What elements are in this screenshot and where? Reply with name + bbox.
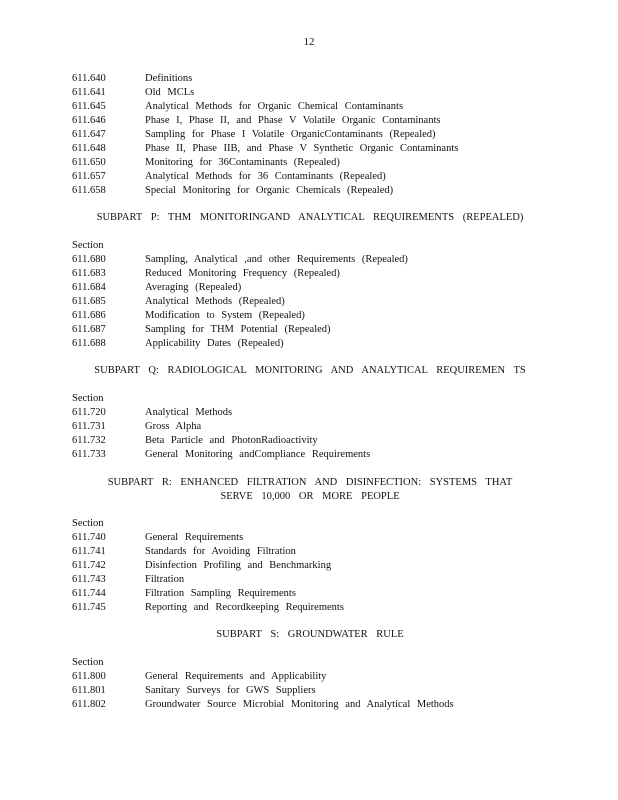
section-title: Phase II, Phase IIB, and Phase V Synthetic Organic Contaminants (145, 143, 459, 154)
section-title: Definitions (145, 73, 193, 84)
section-title: Reporting and Recordkeeping Requirements (145, 602, 344, 613)
section-number: 611.733 (72, 449, 106, 460)
section-number: 611.650 (72, 157, 106, 168)
section-number: 611.720 (72, 407, 106, 418)
section-title: Sampling for THM Potential (Repealed) (145, 324, 331, 335)
section-number: 611.741 (72, 546, 106, 557)
section-number: 611.801 (72, 685, 106, 696)
section-title: General Requirements (145, 532, 244, 543)
section-title: Monitoring for 36Contaminants (Repealed) (145, 157, 340, 168)
section-title: Analytical Methods (Repealed) (145, 296, 285, 307)
section-number: 611.688 (72, 338, 106, 349)
section-number: 611.800 (72, 671, 106, 682)
section-number: 611.647 (72, 129, 106, 140)
section-number: 611.740 (72, 532, 106, 543)
subpart-r-heading-line1: SUBPART R: ENHANCED FILTRATION AND DISINFECTION: SYSTEMS THAT (107, 477, 513, 488)
section-title: Sampling, Analytical ,and other Requirements (Repealed) (145, 254, 408, 265)
section-title: Groundwater Source Microbial Monitoring and Analytical Methods (145, 699, 454, 710)
section-number: 611.744 (72, 588, 106, 599)
subpart-s-heading: SUBPART S: GROUNDWATER RULE (216, 629, 404, 640)
section-title: Standards for Avoiding Filtration (145, 546, 296, 557)
section-number: 611.802 (72, 699, 106, 710)
section-title: Phase I, Phase II, and Phase V Volatile Organic Contaminants (145, 115, 441, 126)
section-number: 611.646 (72, 115, 106, 126)
section-number: 611.687 (72, 324, 106, 335)
section-number: 611.648 (72, 143, 106, 154)
section-number: 611.745 (72, 602, 106, 613)
section-title: Old MCLs (145, 87, 195, 98)
section-number: 611.686 (72, 310, 106, 321)
section-title: Filtration (145, 574, 185, 585)
section-title: Disinfection Profiling and Benchmarking (145, 560, 332, 571)
section-title: General Requirements and Applicability (145, 671, 327, 682)
section-number: 611.645 (72, 101, 106, 112)
section-title: Analytical Methods for Organic Chemical Contaminants (145, 101, 404, 112)
section-number: 611.731 (72, 421, 106, 432)
section-number: 611.732 (72, 435, 106, 446)
section-title: Sanitary Surveys for GWS Suppliers (145, 685, 316, 696)
section-title: Sampling for Phase I Volatile OrganicContaminants (Repealed) (145, 129, 436, 140)
section-number: 611.683 (72, 268, 106, 279)
section-number: 611.641 (72, 87, 106, 98)
section-title: General Monitoring andCompliance Requirements (145, 449, 371, 460)
section-title: Averaging (Repealed) (145, 282, 242, 293)
subpart-q-heading: SUBPART Q: RADIOLOGICAL MONITORING AND ANALYTICAL REQUIREMEN TS (94, 365, 526, 376)
section-number: 611.743 (72, 574, 106, 585)
section-title: Reduced Monitoring Frequency (Repealed) (145, 268, 340, 279)
section-title: Modification to System (Repealed) (145, 310, 305, 321)
section-number: 611.658 (72, 185, 106, 196)
section-number: 611.680 (72, 254, 106, 265)
section-title: Gross Alpha (145, 421, 202, 432)
section-title: Analytical Methods for 36 Contaminants (Repealed) (145, 171, 386, 182)
section-title: Special Monitoring for Organic Chemicals (Repealed) (145, 185, 394, 196)
section-number: 611.640 (72, 73, 106, 84)
section-title: Filtration Sampling Requirements (145, 588, 296, 599)
section-title: Applicability Dates (Repealed) (145, 338, 284, 349)
section-number: 611.657 (72, 171, 106, 182)
section-title: Beta Particle and PhotonRadioactivity (145, 435, 318, 446)
section-number: 611.685 (72, 296, 106, 307)
subpart-p-heading: SUBPART P: THM MONITORINGAND ANALYTICAL REQUIREMENTS (REPEALED) (96, 212, 524, 223)
page-number: 12 (303, 36, 315, 48)
section-number: 611.684 (72, 282, 106, 293)
subpart-r-heading-line2: SERVE 10,000 OR MORE PEOPLE (220, 491, 400, 502)
section-number: 611.742 (72, 560, 106, 571)
section-title: Analytical Methods (145, 407, 233, 418)
